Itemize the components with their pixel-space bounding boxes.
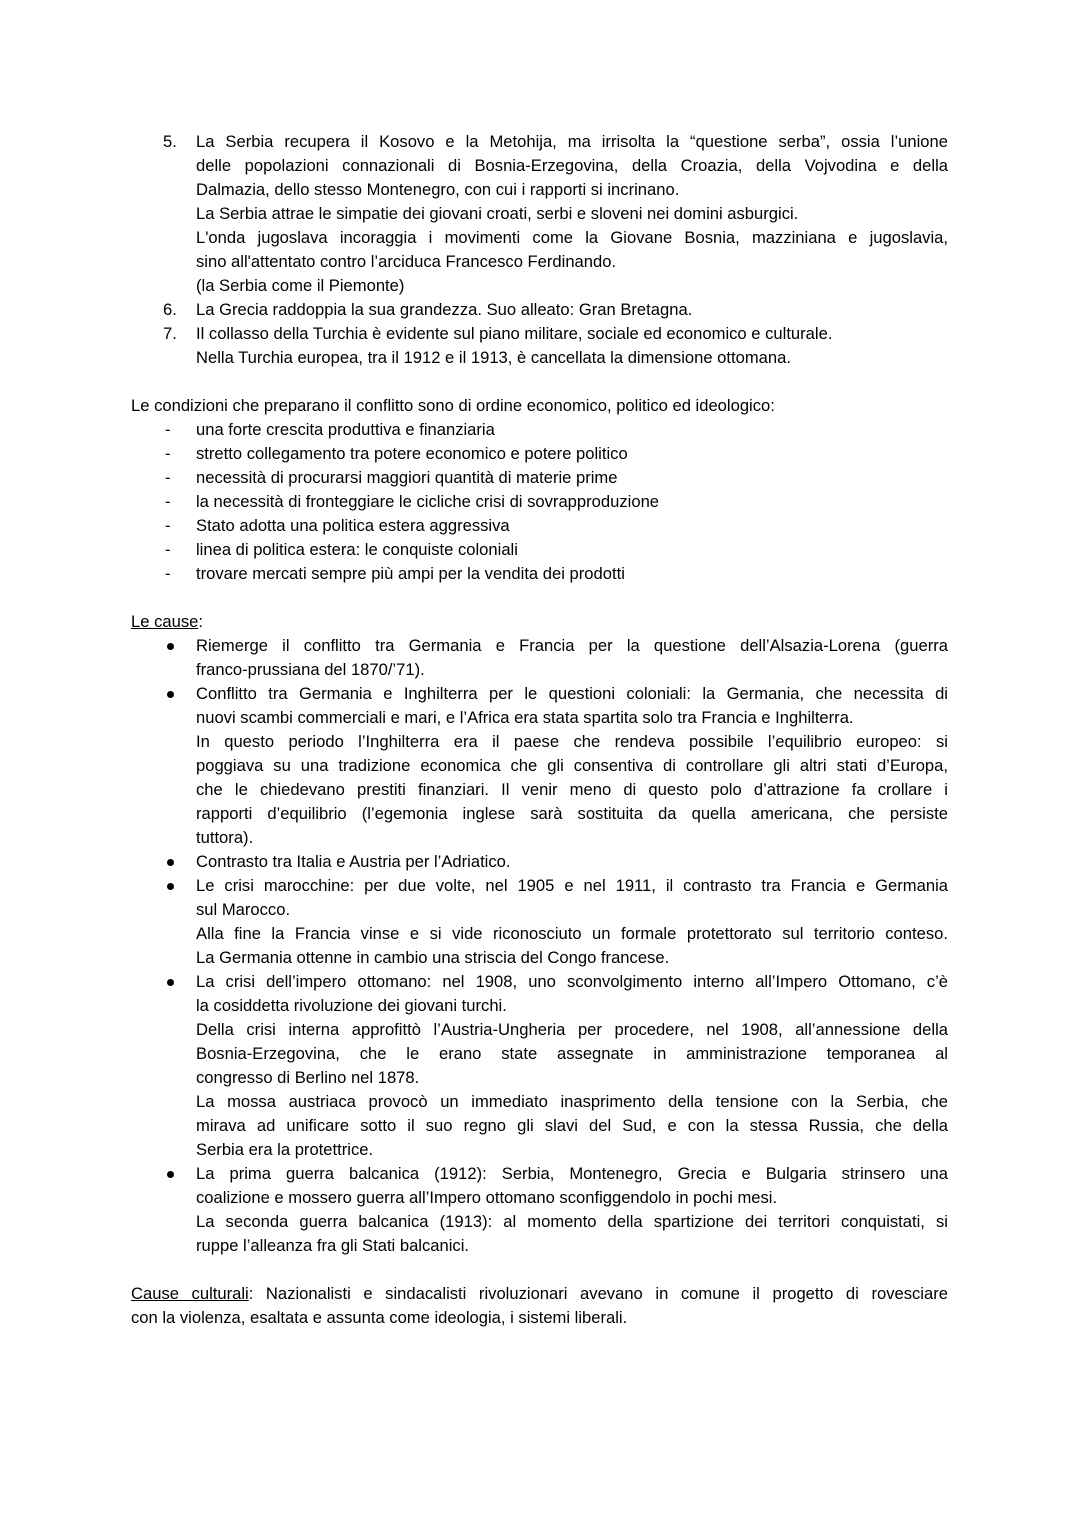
text-line: Bosnia-Erzegovina, che le erano state assegnate in amministrazione temporanea al — [196, 1044, 948, 1063]
text-line: Nella Turchia europea, tra il 1912 e il 1913, è cancellata la dimensione ottomana. — [196, 348, 791, 367]
text-line: La Grecia raddoppia la sua grandezza. Suo alleato: Gran Bretagna. — [196, 300, 693, 319]
cause-item-adriatic — [131, 850, 948, 874]
text-line: Alla fine la Francia vinse e si vide riconosciuto un formale protettorato sul territorio conteso. — [196, 924, 948, 943]
dash-marker: - — [165, 516, 171, 535]
numbered-list — [131, 130, 948, 370]
cause-item-colonial — [131, 682, 948, 850]
text-line: congresso di Berlino nel 1878. — [196, 1068, 420, 1087]
bullet-icon — [167, 883, 174, 890]
text-line: ruppe l’alleanza fra gli Stati balcanici. — [196, 1236, 470, 1255]
heading-colon: : — [198, 612, 203, 631]
conditions-list — [131, 418, 948, 586]
causes-heading: Le cause — [131, 612, 199, 631]
list-item — [131, 418, 948, 442]
list-item — [131, 562, 948, 586]
dash-marker: - — [165, 564, 171, 583]
dash-marker: - — [165, 444, 171, 463]
item-text: stretto collegamento tra potere economico e potere politico — [196, 444, 628, 463]
text-line: La seconda guerra balcanica (1913): al momento della spartizione dei territori conquistati, si — [196, 1212, 948, 1231]
text-line: La mossa austriaca provocò un immediato inasprimento della tensione con la Serbia, che — [196, 1092, 948, 1111]
causes-list — [131, 634, 948, 1258]
text-line: che le chiedevano prestiti finanziari. Il venir meno di questo polo d’attrazione fa crollare i — [196, 780, 948, 799]
item-text: necessità di procurarsi maggiori quantità di materie prime — [196, 468, 618, 487]
text-line: nuovi scambi commerciali e mari, e l’Africa era stata spartita solo tra Francia e Inghilterra. — [196, 708, 854, 727]
bullet-icon — [167, 859, 174, 866]
text-line: coalizione e mossero guerra all’Impero ottomano sconfiggendolo in pochi mesi. — [196, 1188, 778, 1207]
dash-marker: - — [165, 540, 171, 559]
text-line: tuttora). — [196, 828, 254, 847]
dash-marker: - — [165, 492, 171, 511]
text-line: la cosiddetta rivoluzione dei giovani turchi. — [196, 996, 507, 1015]
item-text: trovare mercati sempre più ampi per la vendita dei prodotti — [196, 564, 625, 583]
text-line: Le crisi marocchine: per due volte, nel 1905 e nel 1911, il contrasto tra Francia e Germania — [196, 876, 948, 895]
dash-marker: - — [165, 468, 171, 487]
text-line: Dalmazia, dello stesso Montenegro, con cui i rapporti si incrinano. — [196, 180, 680, 199]
text-line: La Serbia recupera il Kosovo e la Metohija, ma irrisolta la “questione serba”, ossia l’unione — [196, 132, 948, 151]
spacer — [131, 1258, 948, 1282]
item-text: una forte crescita produttiva e finanziaria — [196, 420, 495, 439]
bullet-icon — [167, 691, 174, 698]
text-line: Il collasso della Turchia è evidente sul piano militare, sociale ed economico e culturale. — [196, 324, 833, 343]
text-line: In questo periodo l’Inghilterra era il paese che rendeva possibile l’equilibrio europeo: si — [196, 732, 948, 751]
text-line: La Germania ottenne in cambio una striscia del Congo francese. — [196, 948, 670, 967]
cultural-causes-text: : Nazionalisti e sindacalisti rivoluzionari avevano in comune il progetto di rovesciare — [248, 1284, 948, 1303]
list-number: 7. — [163, 324, 177, 343]
bullet-icon — [167, 979, 174, 986]
text-line: Contrasto tra Italia e Austria per l’Adriatico. — [196, 852, 511, 871]
text-line: Riemerge il conflitto tra Germania e Francia per la questione dell’Alsazia-Lorena (guerra — [196, 636, 948, 655]
list-item — [131, 442, 948, 466]
spacer — [131, 370, 948, 394]
list-number: 5. — [163, 132, 177, 151]
text-line: Conflitto tra Germania e Inghilterra per le questioni coloniali: la Germania, che necessita di — [196, 684, 948, 703]
causes-heading-line — [131, 610, 948, 634]
document-page — [131, 130, 948, 1330]
list-item — [131, 466, 948, 490]
dash-marker: - — [165, 420, 171, 439]
text-line: franco-prussiana del 1870/’71). — [196, 660, 425, 679]
numbered-item-7 — [131, 322, 948, 370]
bullet-icon — [167, 643, 174, 650]
cultural-causes-paragraph — [131, 1282, 948, 1330]
item-text: Stato adotta una politica estera aggressiva — [196, 516, 510, 535]
list-item — [131, 538, 948, 562]
text-line: La Serbia attrae le simpatie dei giovani croati, serbi e sloveni nei domini asburgici. — [196, 204, 799, 223]
item-text: linea di politica estera: le conquiste coloniali — [196, 540, 518, 559]
spacer — [131, 586, 948, 610]
text-line: (la Serbia come il Piemonte) — [196, 276, 405, 295]
item-text: la necessità di fronteggiare le cicliche crisi di sovrapproduzione — [196, 492, 660, 511]
text-line: Serbia era la protettrice. — [196, 1140, 374, 1159]
cause-item-balkan-wars — [131, 1162, 948, 1258]
text-line: La prima guerra balcanica (1912): Serbia, Montenegro, Grecia e Bulgaria strinsero una — [196, 1164, 948, 1183]
list-item — [131, 514, 948, 538]
text-line: delle popolazioni connazionali di Bosnia-Erzegovina, della Croazia, della Vojvodina e della — [196, 156, 948, 175]
cultural-causes-heading: Cause culturali — [131, 1284, 249, 1303]
numbered-item-6 — [131, 298, 948, 322]
cause-item-morocco — [131, 874, 948, 970]
text-line: con la violenza, esaltata e assunta come ideologia, i sistemi liberali. — [131, 1308, 628, 1327]
cause-item-alsace-lorraine — [131, 634, 948, 682]
text-line: Della crisi interna approfittò l’Austria-Ungheria per procedere, nel 1908, all’annessione della — [196, 1020, 948, 1039]
text-line: sul Marocco. — [196, 900, 291, 919]
cause-item-ottoman — [131, 970, 948, 1162]
text-line: rapporti d’equilibrio (l’egemonia inglese sarà sostituita da quella americana, che persiste — [196, 804, 948, 823]
bullet-icon — [167, 1171, 174, 1178]
text-line: sino all'attentato contro l’arciduca Francesco Ferdinando. — [196, 252, 617, 271]
text-line: mirava ad unificare sotto il suo regno gli slavi del Sud, e con la stessa Russia, che della — [196, 1116, 948, 1135]
text-line: poggiava su una tradizione economica che gli consentiva di controllare gli altri stati d’Europa, — [196, 756, 948, 775]
list-item — [131, 490, 948, 514]
text-line: L'onda jugoslava incoraggia i movimenti come la Giovane Bosnia, mazziniana e jugoslavia, — [196, 228, 948, 247]
list-number: 6. — [163, 300, 177, 319]
conditions-intro: Le condizioni che preparano il conflitto sono di ordine economico, politico ed ideologico: — [131, 396, 775, 415]
numbered-item-5 — [131, 130, 948, 298]
text-line: La crisi dell’impero ottomano: nel 1908, uno sconvolgimento interno all’Impero Ottomano, c’è — [196, 972, 948, 991]
text-line — [131, 1282, 948, 1306]
